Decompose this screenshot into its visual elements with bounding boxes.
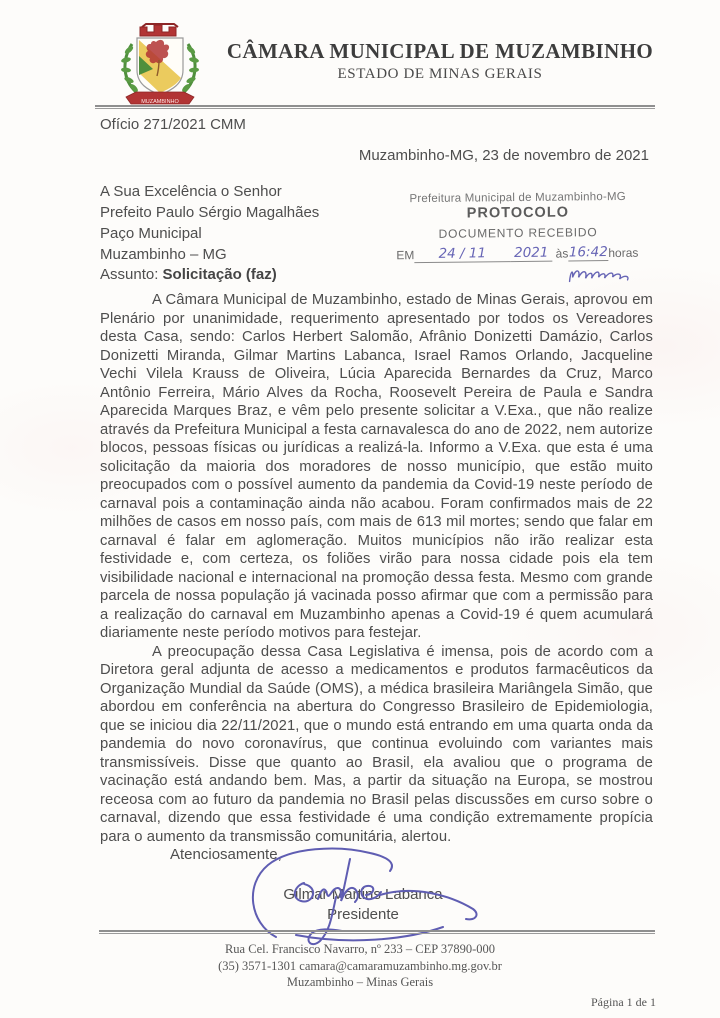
page-number: Página 1 de 1 (591, 995, 656, 1009)
stamp-signature-scribble-icon (564, 263, 636, 288)
protocol-stamp (382, 191, 655, 265)
logo-banner-text: MUZAMBINHO (141, 99, 179, 105)
signer-title: Presidente (327, 906, 399, 923)
footer-address: Rua Cel. Francisco Navarro, nº 233 – CEP 37890-000 (224, 942, 496, 956)
footer-contact: (35) 3571-1301 camara@camaramuzambinho.mg.gov.br (218, 958, 502, 973)
handwritten-signature-icon (238, 845, 488, 950)
recipient-line: Paço Municipal (100, 225, 202, 242)
body-paragraph: A preocupação dessa Casa Legislativa é imensa, pois de acordo com a Diretora geral adjunta de acesso a medicamentos e produtos farmacêuticos da Organização Mundial da Saúde (OMS), a médica brasileira Mariângela Simão, que abordou em conferência na abertura do Congresso Brasileiro de Epidemiologia, que se iniciou dia 22/11/2021, que o mundo está entrando em uma quarta onda da pandemia do novo coronavírus, que continua evoluindo com variantes mais transmissíveis. Disse que quanto ao Brasil, ela avaliou que o programa de vacinação está andando bem. Mas, a partir da situação na Europa, se mostrou receosa com ao futuro da pandemia no Brasil pelas discussões em curso sobre o carnaval, dizendo que essa festividade é uma condição extremamente propícia para o aumento da transmissão comunitária, alertou. (100, 643, 653, 845)
signature-block (238, 845, 488, 950)
stamp-protocol-label: PROTOCOLO (466, 204, 570, 222)
stamp-em-prefix: EM (396, 248, 415, 263)
recipient-block (100, 181, 319, 265)
handwritten-year: 2021 (513, 244, 549, 262)
closing-salutation: Atenciosamente, (170, 846, 282, 863)
subject-label: Assunto: (100, 266, 159, 283)
header-divider (95, 105, 655, 109)
document-reference: Ofício 271/2021 CMM (100, 116, 246, 133)
org-name: CÂMARA MUNICIPAL DE MUZAMBINHO (226, 39, 654, 63)
stamp-received-line (382, 245, 654, 265)
letter-body (100, 291, 653, 846)
stamp-time-suffix: horas (608, 245, 639, 261)
org-subtitle: ESTADO DE MINAS GERAIS (337, 66, 543, 82)
stamp-org-line: Prefeitura Municipal de Muzambinho-MG (409, 190, 626, 206)
coat-of-arms-icon (106, 14, 214, 114)
body-paragraph: A Câmara Municipal de Muzambinho, estado de Minas Gerais, aprovou em Plenário por unanimidade, requerimento apresentado por todos os Vereadores desta Casa, sendo: Carlos Herbert Salomão, Afrânio Donizetti Damázio, Carlos Donizetti Miranda, Gilmar Martins Labanca, Israel Ramos Orlando, Jacqueline Vechi Vilela Krauss de Oliveira, Lúcia Aparecida Bernardes da Cruz, Marco Antônio Ferreira, Mário Alves da Rocha, Roosevelt Pereira de Paula e Sandra Aparecida Marques Braz, e vêm pelo presente solicitar a V.Exa., que não realize através da Prefeitura Municipal a festa carnavalesca do ano de 2022, nem autorize blocos, pessoas físicas ou jurídicas a realizá-la. Informo a V.Exa. que esta é uma solicitação da maioria dos moradores de nosso município, que estão muito preocupados com o possível aumento da pandemia da Covid-19 neste período de carnaval pois a contaminação ainda não acabou. Foram confirmados mais de 22 milhões de casos em nosso país, com mais de 613 mil mortes; sendo que falar em carnaval é falar em aglomeração. Muitos municípios não irão realizar esta festividade e, com certeza, os foliões virão para nossa cidade pois ela tem visibilidade nacional e internacional na promoção dessa festa. Mesmo com grande parcela de nossa população já vacinada posso afirmar que com a permissão para a realização do carnaval em Muzambinho apenas a Covid-19 é quem acumulará diariamente neste período motivos para festejar. (100, 292, 653, 641)
stamp-time-connector: às (555, 246, 569, 261)
subject-line (100, 266, 277, 283)
subject-value: Solicitação (faz) (162, 266, 277, 283)
signer-name: Gilmar Martins Labanca (283, 886, 443, 903)
recipient-line: A Sua Excelência o Senhor (100, 183, 282, 200)
handwritten-time: 16:42 (568, 244, 608, 261)
footer-divider (99, 930, 655, 934)
recipient-line: Muzambinho – MG (100, 246, 227, 263)
stamp-received-label: DOCUMENTO RECEBIDO (438, 225, 598, 241)
footer-block (0, 941, 720, 991)
handwritten-day-month: 24 / 11 (438, 245, 487, 262)
letterhead (222, 38, 658, 83)
dateline: Muzambinho-MG, 23 de novembro de 2021 (358, 147, 649, 164)
recipient-line: Prefeito Paulo Sérgio Magalhães (100, 204, 320, 221)
footer-city: Muzambinho – Minas Gerais (286, 975, 434, 989)
